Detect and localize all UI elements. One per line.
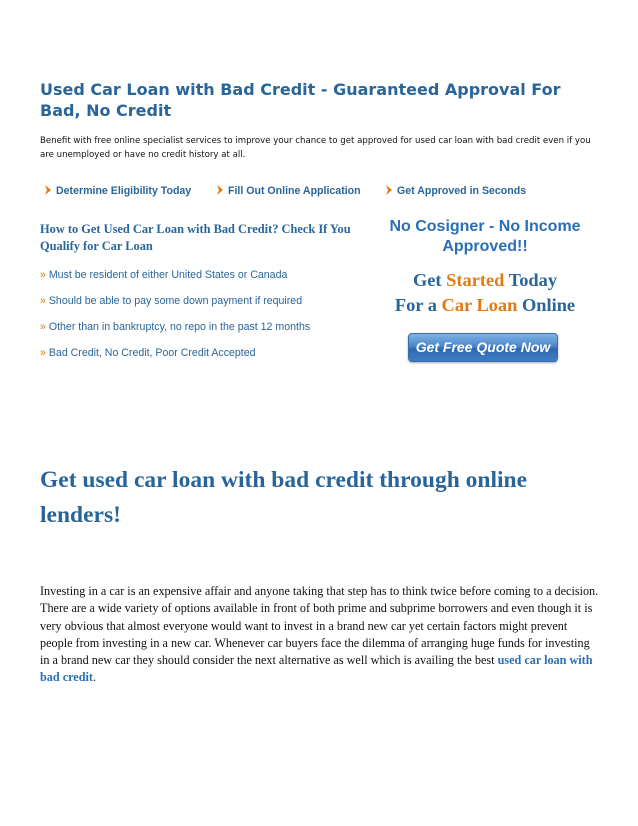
get-free-quote-button[interactable]: Get Free Quote Now >> xyxy=(408,333,558,362)
step-label: Get Approved in Seconds xyxy=(397,185,527,197)
qualify-heading: How to Get Used Car Loan with Bad Credit? Check If You Qualify for Car Loan xyxy=(40,222,351,253)
chevron-right-icon xyxy=(43,184,53,196)
step-approved[interactable] xyxy=(384,184,526,197)
article-title: Get used car loan with bad credit through online lenders! xyxy=(40,467,528,528)
step-application[interactable] xyxy=(215,184,361,197)
cta-line-2: For a Car Loan Online xyxy=(394,295,576,315)
promo-headline: No Cosigner - No Income Approved!! xyxy=(389,218,581,255)
list-item: » Should be able to pay some down payment if required xyxy=(40,295,303,307)
step-label: Determine Eligibility Today xyxy=(56,185,192,197)
used-car-loan-link[interactable]: used car loan with bad credit xyxy=(40,653,593,685)
list-item: » Must be resident of either United States or Canada xyxy=(40,269,288,281)
list-item: » Other than in bankruptcy, no repo in the past 12 months xyxy=(40,321,311,333)
article-paragraph: Investing in a car is an expensive affair and anyone taking that step has to think twice before coming to a decision. There are a wide variety of options available in front of both prime and subprime borrowers and even though it is very obvious that almost everyone would want to invest in a brand new car yet certain factors might prevent people from investing in a new car. Whenever car buyers face the dilemma of arranging huge funds for investing in a brand new car they should consider the next alternative as well which is availing the best used car loan with bad credit. xyxy=(40,584,599,685)
chevron-right-icon xyxy=(384,184,394,196)
chevron-right-icon xyxy=(215,184,225,196)
step-label: Fill Out Online Application xyxy=(228,185,361,197)
steps-bar xyxy=(40,184,600,202)
cta-line-1: Get Started Today xyxy=(412,270,558,290)
intro-text: Benefit with free online specialist services to improve your chance to get approved for used car loan with bad credit even if you are unemployed or have no credit history at all. xyxy=(40,136,591,160)
page-title: Used Car Loan with Bad Credit - Guaranteed Approval For Bad, No Credit xyxy=(40,80,561,120)
list-item: » Bad Credit, No Credit, Poor Credit Accepted xyxy=(40,347,256,359)
step-eligibility[interactable] xyxy=(43,184,191,197)
